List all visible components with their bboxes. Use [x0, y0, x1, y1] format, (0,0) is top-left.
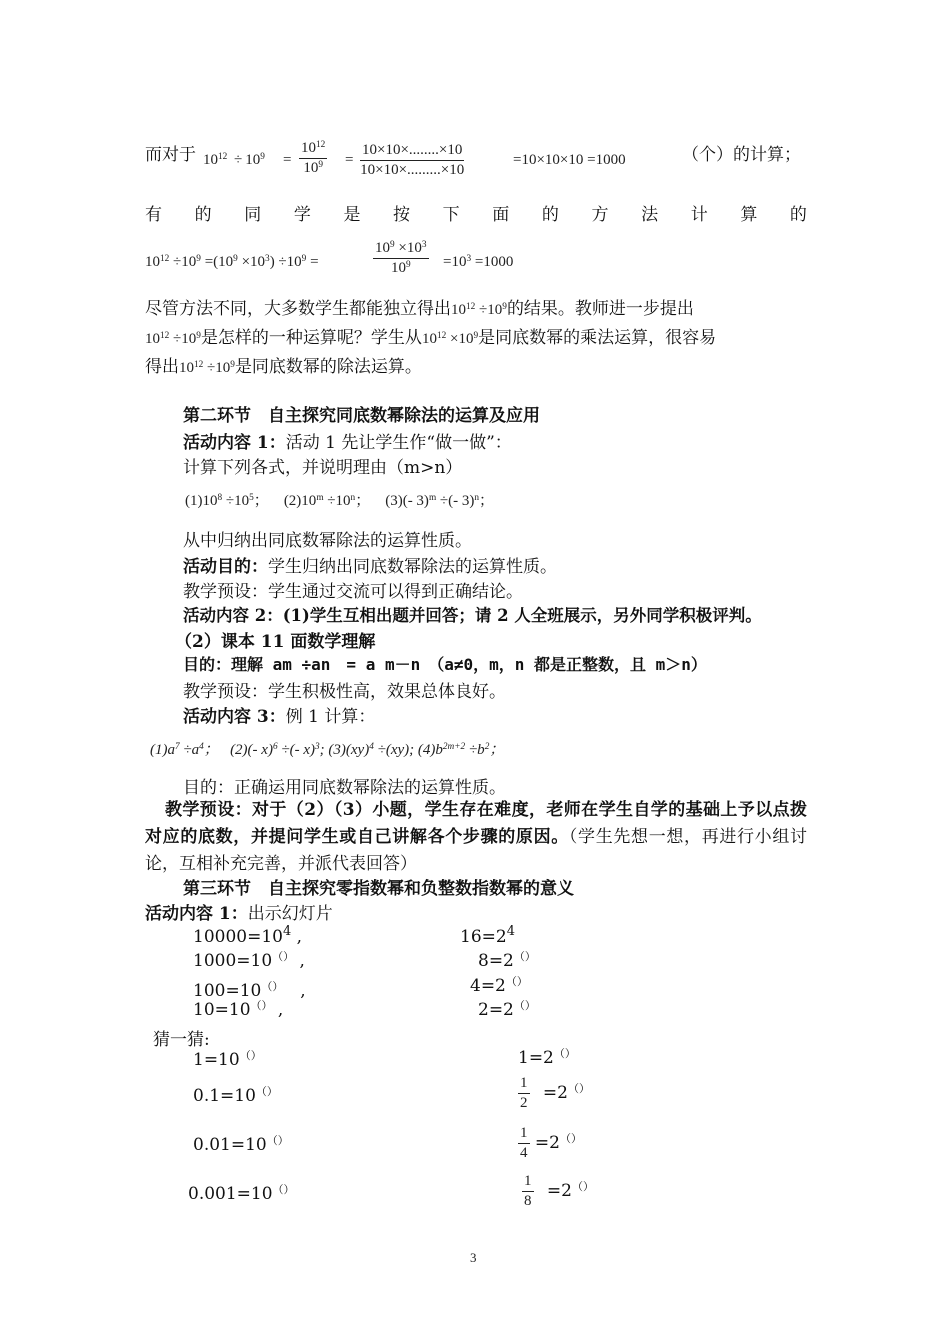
section2-preset1: 教学预设：学生通过交流可以得到正确结论。 — [183, 582, 523, 602]
section2-example1: $(1)a^7 \div a^4$； (2)(- x)$^6$ ÷(- x)$^3$; (3)(xy)$^4$ ÷(xy); $(4)b^{2m+2} \div b^2$； — [150, 741, 505, 758]
fraction-one-quarter: $\frac{1}{4}$ — [520, 1125, 528, 1161]
guess-ten-2: 0.1=10（） — [193, 1084, 278, 1106]
spread-char: 有 — [145, 205, 162, 225]
guess-two-quarter: $\frac{1}{4}$ =2（） — [520, 1125, 582, 1161]
spread-char: 的 — [789, 205, 807, 225]
section2-act2b: （2）课本 11 面数学理解 — [175, 632, 376, 652]
section2-goal3: 目的：正确运用同底数幂除法的运算性质。 — [183, 778, 506, 798]
spread-char: 的 — [541, 205, 559, 225]
powers-of-ten-row-1: $10000=10^4$ , — [193, 923, 303, 947]
eq-2: = — [345, 152, 354, 168]
section2-summary: 从中归纳出同底数幂除法的运算性质。 — [183, 531, 472, 551]
powers-of-ten-row-4: 10=10（） , — [193, 998, 284, 1020]
line1-lead: 而对于 — [145, 145, 196, 165]
frac-1: $\frac{10^{12}}{10^9}$ — [301, 139, 326, 176]
section2-preset3: 教学预设：对于（2）（3）小题，学生存在难度，老师在学生自学的基础上予以点拨对应的底数，并提问学生或自己讲解各个步骤的原因。（学生先想一想，再进行小组讨论，互相补充完善，并派代表回答） — [145, 800, 807, 874]
section2-act2: 活动内容 2：(1)学生互相出题并回答；请 2 人全班展示，另外同学积极评判。 — [183, 606, 762, 625]
section2-heading: 第二环节 自主探究同底数幂除法的运算及应用 — [183, 406, 540, 426]
section2-preset2: 教学预设：学生积极性高，效果总体良好。 — [183, 682, 506, 702]
powers-of-ten-row-2: 1000=10（） , — [193, 949, 305, 971]
line1-result: =10×10×10 =1000 — [513, 152, 626, 168]
guess-ten-3: 0.01=10（） — [193, 1133, 289, 1155]
page-number: 3 — [470, 1250, 477, 1265]
para-1: 尽管方法不同，大多数学生都能独立得出$10^{12} \div 10^9$的结果。教师进一步提出 $10^{12} \div 10^9$是怎样的一种运算呢？学生从$10^{12} \times 10^9$是同底数幂的乘法运算，很容易 得出$10^{12} \div 10^9$是同底数幂的除法运算。 — [145, 299, 717, 377]
fraction-one-half: $\frac{1}{2}$ — [520, 1075, 528, 1111]
line-2-spread-text — [145, 200, 807, 225]
powers-of-ten-row-3: 100=10（） , — [193, 979, 306, 1001]
section2-act1: 活动内容 1：活动 1 先让学生作“做一做”： — [183, 433, 512, 453]
line1-expr: $10^{12} \div 10^9$ — [203, 151, 265, 168]
powers-of-two-row-2: 8=2（） — [478, 949, 536, 971]
section2-act3: 活动内容 3：例 1 计算： — [183, 707, 376, 727]
spread-char: 算 — [740, 205, 758, 225]
spread-char: 方 — [591, 205, 609, 225]
line3-fraction: $\frac{10^9 \times 10^3}{10^9}$ — [375, 239, 427, 276]
spread-char: 同 — [244, 205, 262, 225]
guess-label: 猜一猜: — [153, 1030, 210, 1050]
guess-ten-4: 0.001=10（） — [188, 1182, 295, 1204]
spread-char: 按 — [393, 205, 411, 225]
powers-of-two-row-1: $16=2^4$ — [460, 923, 515, 947]
spread-char: 下 — [442, 205, 460, 225]
line1-tail: （个）的计算； — [682, 145, 801, 165]
spread-char: 计 — [690, 205, 708, 225]
powers-of-two-row-4: 2=2（） — [478, 998, 536, 1020]
spread-char: 是 — [343, 205, 361, 225]
spread-char: 法 — [641, 205, 659, 225]
section2-goal2: 目的：理解 am ÷an = a m－n （a≠0，m，n 都是正整数，且 m＞n） — [183, 655, 707, 674]
section3-act1: 活动内容 1：出示幻灯片 — [145, 904, 333, 924]
guess-ten-1: 1=10（） — [193, 1048, 262, 1070]
frac-2: $\frac{10\times 10\times........\times 10}{10\times 10\times.........\times 10}$ — [360, 142, 465, 178]
fraction-one-eighth: $\frac{1}{8}$ — [524, 1173, 532, 1209]
spread-char: 学 — [293, 205, 311, 225]
eq-1: = — [283, 152, 292, 168]
section2-calc-line: 计算下列各式，并说明理由（m>n） — [183, 458, 463, 478]
guess-two-half: $\frac{1}{2}$ =2（） — [520, 1075, 590, 1111]
spread-char: 面 — [492, 205, 510, 225]
spread-char: 的 — [194, 205, 212, 225]
section2-goal: 活动目的：学生归纳出同底数幂除法的运算性质。 — [183, 557, 557, 577]
section3-heading: 第三环节 自主探究零指数幂和负整数指数幂的意义 — [183, 879, 574, 899]
section2-exercises: $(1)10^8 \div 10^5$； $(2)10^m \div 10^n$； (3)(- 3)$^m$ ÷(- 3)$^n$； — [185, 492, 495, 509]
guess-two-eighth: $\frac{1}{8}$ =2（） — [524, 1173, 594, 1209]
powers-of-two-row-3: 4=2（） — [470, 974, 528, 996]
guess-two-1: 1=2（） — [518, 1046, 576, 1068]
